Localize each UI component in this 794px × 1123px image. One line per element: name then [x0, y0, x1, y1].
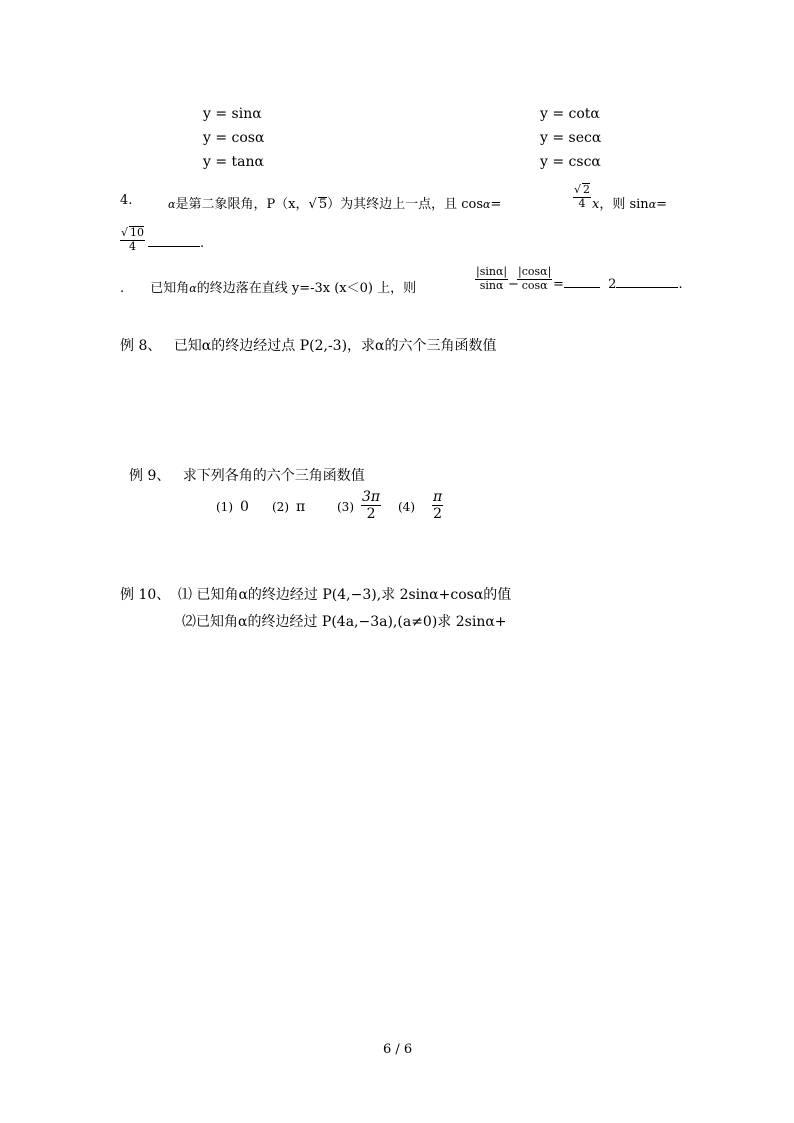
q4-eq2: =	[656, 197, 668, 212]
q5-minus: −	[508, 277, 519, 292]
q4-ans-den: 4	[129, 239, 136, 253]
q4-text3: ，则 sin	[599, 197, 649, 212]
ex9-v3-num: 3π	[362, 489, 381, 505]
q4-period: .	[200, 236, 205, 251]
alpha-symbol: α	[189, 282, 197, 295]
q5-text2: 的终边落在直线 y=-3x (x＜0) 上，则	[196, 281, 417, 296]
alpha-symbol: α	[483, 198, 491, 211]
q5-f2-num: |cosα|	[518, 265, 552, 278]
example-9	[129, 465, 365, 485]
q5-f2-den: cosα	[521, 278, 548, 292]
sqrt5: 5	[318, 197, 328, 212]
q5-fraction-cos	[517, 266, 552, 292]
example-9-label: 例 9、	[129, 468, 171, 484]
ex9-p4: (4)	[398, 500, 415, 514]
example-8	[120, 335, 497, 355]
ex9-p1: (1)	[216, 500, 233, 514]
q4-answer-fraction: $\frac{√ 10}{4}$	[121, 226, 145, 253]
q4-text2: ）为其终边上一点，且 cos	[327, 197, 484, 212]
alpha-symbol: α	[168, 198, 176, 211]
example-10-line1: ⑴ 已知角α的终边经过 P(4,−3),求 2sinα+cosα的值	[178, 587, 512, 603]
q4-fraction: $\frac{√ 2}{4}$	[574, 183, 591, 210]
q4-line: α是第二象限角，P（x，√ 5）为其终边上一点，且 cosα=	[168, 197, 502, 212]
q4-x: x	[592, 197, 600, 212]
q4-eq: =	[490, 197, 502, 212]
ex9-v2: π	[296, 499, 306, 515]
example-8-text: 已知α的终边经过点 P(2,-3)，求α的六个三角函数值	[173, 338, 497, 354]
alpha-symbol: α	[648, 198, 657, 211]
ex9-v4-num: π	[433, 489, 443, 505]
function-sin: y = sinα	[203, 106, 262, 122]
example-9-text: 求下列各角的六个三角函数值	[182, 468, 365, 484]
q5-text1: 已知角	[150, 281, 190, 296]
q4-ans-num: 10	[130, 226, 145, 239]
q5-f1-den: sinα	[479, 278, 504, 292]
example-10-line2: ⑵已知角α的终边经过 P(4a,−3a),(a≠0)求 2sinα+	[182, 614, 507, 630]
q5-number: .	[120, 281, 125, 296]
ex9-p2: (2)	[272, 500, 289, 514]
q5-answer-value: 2	[608, 277, 617, 292]
ex9-v3-den: 2	[366, 506, 376, 523]
q4-answer-blank	[148, 236, 204, 251]
page-number: 6 / 6	[383, 1042, 413, 1057]
q4-frac-num: 2	[583, 183, 591, 196]
ex9-v4-den: 2	[433, 506, 443, 523]
function-cos: y = cosα	[203, 130, 265, 146]
q5-f1-num: |sinα|	[476, 265, 508, 278]
q5-eq: =	[553, 277, 564, 292]
function-cot: y = cotα	[540, 106, 600, 122]
q4-number: 4.	[120, 193, 133, 208]
q5-fraction-sin	[475, 266, 508, 292]
ex9-fraction-pi-2	[432, 489, 443, 522]
q5-period: .	[678, 277, 683, 292]
example-10-label: 例 10、	[120, 587, 171, 603]
function-sec: y = secα	[540, 130, 602, 146]
ex9-v1: 0	[240, 499, 249, 515]
ex9-p3: (3)	[337, 500, 354, 514]
function-tan: y = tanα	[203, 154, 264, 170]
ex9-fraction-3pi-2	[361, 489, 381, 522]
q4-text1: 是第二象限角，P（x，	[175, 197, 309, 212]
q4-line-end	[592, 193, 667, 212]
function-csc: y = cscα	[540, 154, 601, 170]
example-8-label: 例 8、	[120, 338, 162, 354]
q5-answer	[553, 277, 683, 292]
q5-line	[120, 277, 416, 296]
q4-frac-den: 4	[578, 196, 586, 210]
